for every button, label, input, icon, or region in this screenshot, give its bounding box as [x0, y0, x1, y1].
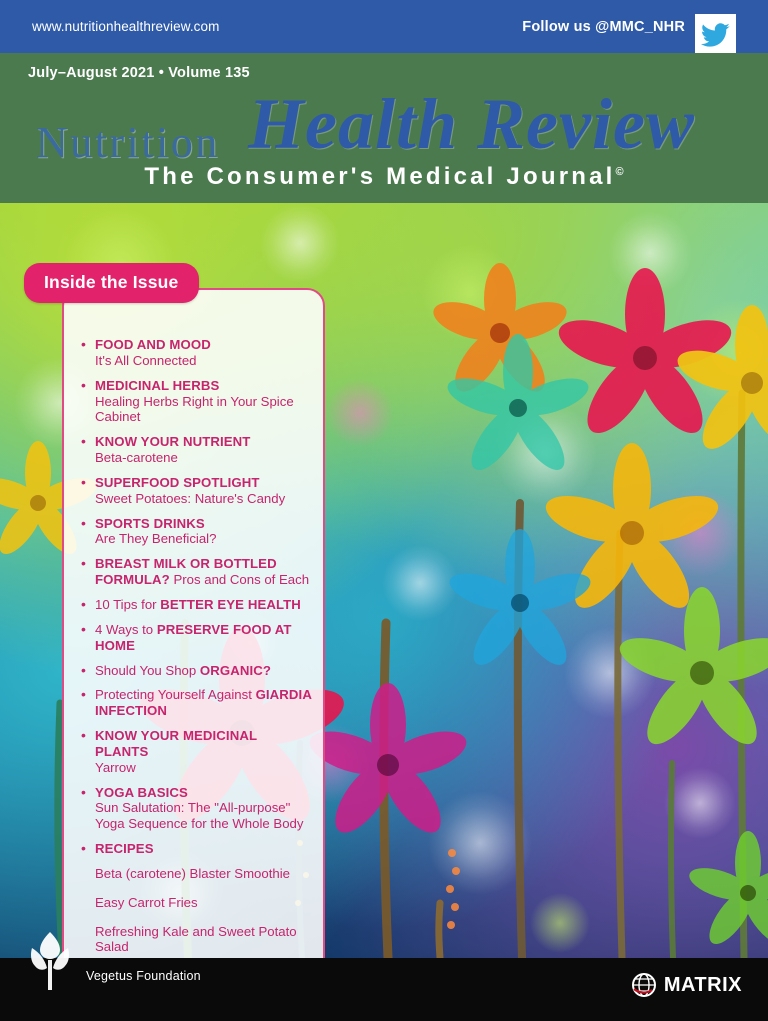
- copyright-mark: ©: [615, 166, 624, 178]
- toc-list: [78, 337, 313, 958]
- title-nutrition: Nutrition: [36, 118, 220, 167]
- inside-the-issue-panel: [44, 272, 325, 958]
- matrix-label: MATRIX: [663, 973, 742, 996]
- toc-preline: Should You Shop: [95, 662, 200, 678]
- toc-preline: Protecting Yourself Against: [95, 687, 256, 703]
- follow-handle-label: Follow us @MMC_NHR: [522, 18, 685, 35]
- toc-headline: KNOW YOUR NUTRIENT: [95, 434, 251, 450]
- toc-subline: Yarrow: [95, 759, 136, 775]
- website-url[interactable]: www.nutritionhealthreview.com: [32, 19, 220, 34]
- toc-headline: RECIPES: [95, 841, 154, 857]
- top-url-bar: [0, 0, 768, 53]
- recipe-title: Refreshing Kale and Sweet Potato Salad: [95, 923, 297, 955]
- toc-headline: PRESERVE FOOD AT HOME: [95, 621, 292, 653]
- globe-icon: [631, 972, 657, 998]
- toc-headline: YOGA BASICS: [95, 784, 188, 800]
- recipe-title: Easy Carrot Fries: [95, 894, 198, 910]
- list-item[interactable]: [78, 337, 313, 369]
- toc-headline: MEDICINAL HERBS: [95, 377, 220, 393]
- toc-headline: KNOW YOUR MEDICINAL PLANTS: [95, 728, 257, 759]
- twitter-bird-icon[interactable]: [695, 14, 736, 55]
- issue-date-volume: July–August 2021 • Volume 135: [28, 65, 250, 81]
- masthead: [0, 53, 768, 203]
- toc-subline: It's All Connected: [95, 352, 197, 368]
- vegetus-foundation-logo[interactable]: [22, 930, 201, 992]
- matrix-logo[interactable]: [631, 972, 742, 998]
- toc-subline: Healing Herbs Right in Your Spice Cabinet: [95, 393, 294, 425]
- list-item[interactable]: [78, 516, 313, 548]
- list-item[interactable]: [78, 785, 313, 833]
- toc-headline: SPORTS DRINKS: [95, 515, 205, 531]
- list-item[interactable]: [78, 475, 313, 507]
- cover-artwork: [0, 203, 768, 958]
- tree-leaf-icon: [22, 930, 78, 992]
- list-item[interactable]: [78, 663, 313, 679]
- toc-subline: Are They Beneficial?: [95, 531, 217, 547]
- toc-headline: ORGANIC?: [199, 662, 272, 678]
- list-item[interactable]: [78, 895, 313, 911]
- list-item[interactable]: [78, 597, 313, 613]
- list-item[interactable]: [78, 687, 313, 719]
- title-row: [0, 83, 768, 167]
- title-health-review: Health Review: [248, 84, 695, 164]
- list-item[interactable]: [78, 434, 313, 466]
- toc-subline: Sweet Potatoes: Nature's Candy: [95, 490, 286, 506]
- toc-headline: BETTER EYE HEALTH: [160, 596, 301, 612]
- toc-headline: GIARDIA INFECTION: [95, 687, 312, 719]
- vegetus-foundation-label: Vegetus Foundation: [86, 969, 201, 983]
- masthead-subtitle: [0, 163, 768, 191]
- toc-headline: FOOD AND MOOD: [95, 337, 211, 352]
- social-follow-group: [522, 6, 736, 47]
- list-item[interactable]: [78, 866, 313, 882]
- recipe-title: Beta (carotene) Blaster Smoothie: [95, 865, 290, 881]
- inside-the-issue-tab: Inside the Issue: [24, 263, 199, 303]
- toc-headline: SUPERFOOD SPOTLIGHT: [95, 474, 260, 490]
- toc-subline: Pros and Cons of Each: [173, 572, 310, 588]
- list-item[interactable]: [78, 556, 313, 588]
- toc-headline: BREAST MILK OR BOTTLED FORMULA?: [95, 556, 277, 588]
- list-item[interactable]: [78, 841, 313, 857]
- footer-bar: [0, 958, 768, 1021]
- toc-subline: Sun Salutation: The "All-purpose" Yoga Sequence for the Whole Body: [95, 800, 304, 832]
- list-item[interactable]: [78, 378, 313, 426]
- list-item[interactable]: [78, 622, 313, 654]
- toc-preline: 10 Tips for: [95, 596, 161, 612]
- toc-preline: 4 Ways to: [95, 621, 157, 637]
- subtitle-text: The Consumer's Medical Journal: [144, 163, 616, 190]
- list-item[interactable]: [78, 728, 313, 776]
- toc-subline: Beta-carotene: [95, 450, 178, 466]
